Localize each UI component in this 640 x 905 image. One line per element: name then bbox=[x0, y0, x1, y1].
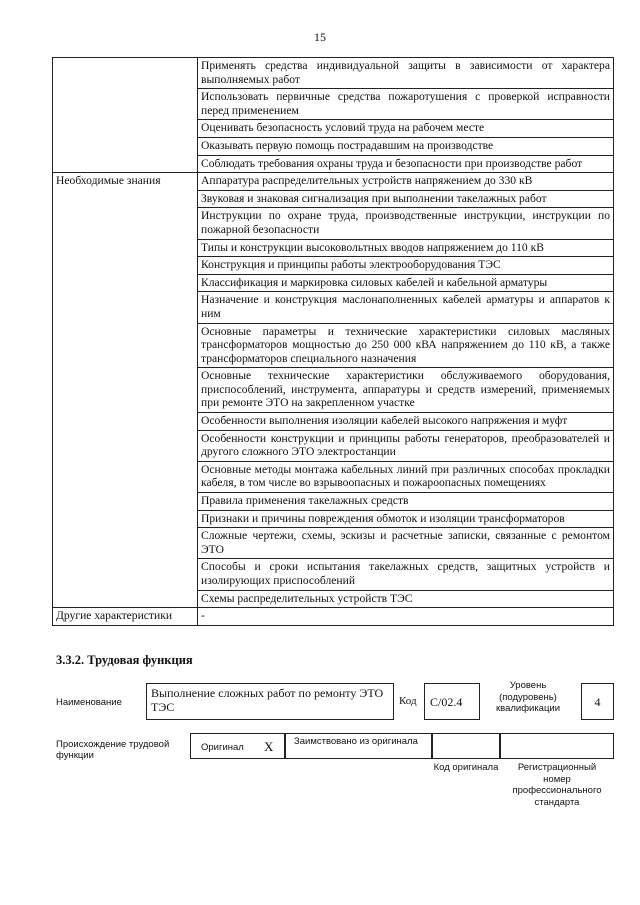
row-label bbox=[53, 58, 198, 173]
row-text: Основные методы монтажа кабельных линий при различных способах прокладки кабеля, в том числе во взрывоопасных и пожароопасных помещениях bbox=[198, 461, 614, 492]
borrowed-cell bbox=[285, 733, 432, 759]
row-text: Особенности выполнения изоляции кабелей высокого напряжения и муфт bbox=[198, 413, 614, 431]
origin-label: Происхождение трудовой функции bbox=[56, 739, 170, 761]
row-text: Основные параметры и технические характеристики силовых масляных трансформаторов мощностью до 250 000 кВА напряжением до 110 кВ, а также трансформаторов специального назначения bbox=[198, 323, 614, 368]
level-label: Уровень (подуровень) квалификации bbox=[495, 680, 561, 714]
row-text: Аппаратура распределительных устройств напряжением до 330 кВ bbox=[198, 173, 614, 191]
row-text: Инструкции по охране труда, производственные инструкции, инструкции по пожарной безопасности bbox=[198, 208, 614, 239]
origin-code-label: Код оригинала bbox=[433, 762, 499, 773]
table-row bbox=[53, 608, 614, 626]
borrowed-label: Заимствовано из оригинала bbox=[294, 736, 418, 747]
table-row bbox=[53, 58, 614, 89]
row-text: - bbox=[198, 608, 614, 626]
row-text: Схемы распределительных устройств ТЭС bbox=[198, 590, 614, 608]
level-value: 4 bbox=[594, 695, 601, 709]
row-text: Основные технические характеристики обслуживаемого оборудования, приспособлений, инструмента, аппаратуры и средств измерений, применяемых при ремонте ЭТО на закрепленном участке bbox=[198, 368, 614, 413]
row-text: Звуковая и знаковая сигнализация при выполнении такелажных работ bbox=[198, 190, 614, 208]
row-text: Оказывать первую помощь пострадавшим на производстве bbox=[198, 137, 614, 155]
reg-number-label: Регистрационный номер профессионального стандарта bbox=[512, 762, 602, 808]
reg-number-cell bbox=[500, 733, 614, 759]
row-label: Другие характеристики bbox=[53, 608, 198, 626]
row-text: Применять средства индивидуальной защиты в зависимости от характера выполняемых работ bbox=[198, 58, 614, 89]
page-number: 15 bbox=[314, 30, 326, 44]
row-text: Правила применения такелажных средств bbox=[198, 493, 614, 511]
code-value: С/02.4 bbox=[430, 695, 463, 709]
row-text: Оценивать безопасность условий труда на рабочем месте bbox=[198, 120, 614, 138]
row-label: Необходимые знания bbox=[53, 173, 198, 608]
row-text: Особенности конструкции и принципы работы генераторов, преобразователей и другого сложного ЭТО электростанции bbox=[198, 430, 614, 461]
row-text: Классификация и маркировка силовых кабелей и кабельной арматуры bbox=[198, 274, 614, 292]
section-heading: 3.3.2. Трудовая функция bbox=[56, 653, 193, 667]
table-row bbox=[53, 173, 614, 191]
original-mark: Х bbox=[264, 739, 274, 754]
level-value-box bbox=[581, 683, 614, 720]
knowledge-skills-table bbox=[52, 57, 614, 626]
origin-code-cell bbox=[432, 733, 500, 759]
row-text: Использовать первичные средства пожаротушения с проверкой исправности перед применением bbox=[198, 89, 614, 120]
function-name-box bbox=[146, 683, 394, 720]
row-text: Соблюдать требования охраны труда и безопасности при производстве работ bbox=[198, 155, 614, 173]
row-text: Способы и сроки испытания такелажных средств, защитных устройств и изолирующих приспособлений bbox=[198, 559, 614, 590]
original-label: Оригинал bbox=[201, 742, 244, 753]
row-text: Назначение и конструкция маслонаполненных кабелей арматуры и аппаратов к ним bbox=[198, 292, 614, 323]
code-value-box bbox=[424, 683, 480, 720]
row-text: Сложные чертежи, схемы, эскизы и расчетные записки, связанные с ремонтом ЭТО bbox=[198, 528, 614, 559]
row-text: Признаки и причины повреждения обмоток и изоляции трансформаторов bbox=[198, 510, 614, 528]
name-label: Наименование bbox=[56, 697, 122, 708]
original-cell bbox=[190, 733, 285, 759]
origin-row bbox=[190, 733, 614, 759]
code-label: Код bbox=[399, 695, 417, 707]
row-text: Типы и конструкции высоковольтных вводов напряжением до 110 кВ bbox=[198, 239, 614, 257]
function-name-value: Выполнение сложных работ по ремонту ЭТО ТЭС bbox=[151, 686, 384, 714]
row-text: Конструкция и принципы работы электрооборудования ТЭС bbox=[198, 257, 614, 275]
